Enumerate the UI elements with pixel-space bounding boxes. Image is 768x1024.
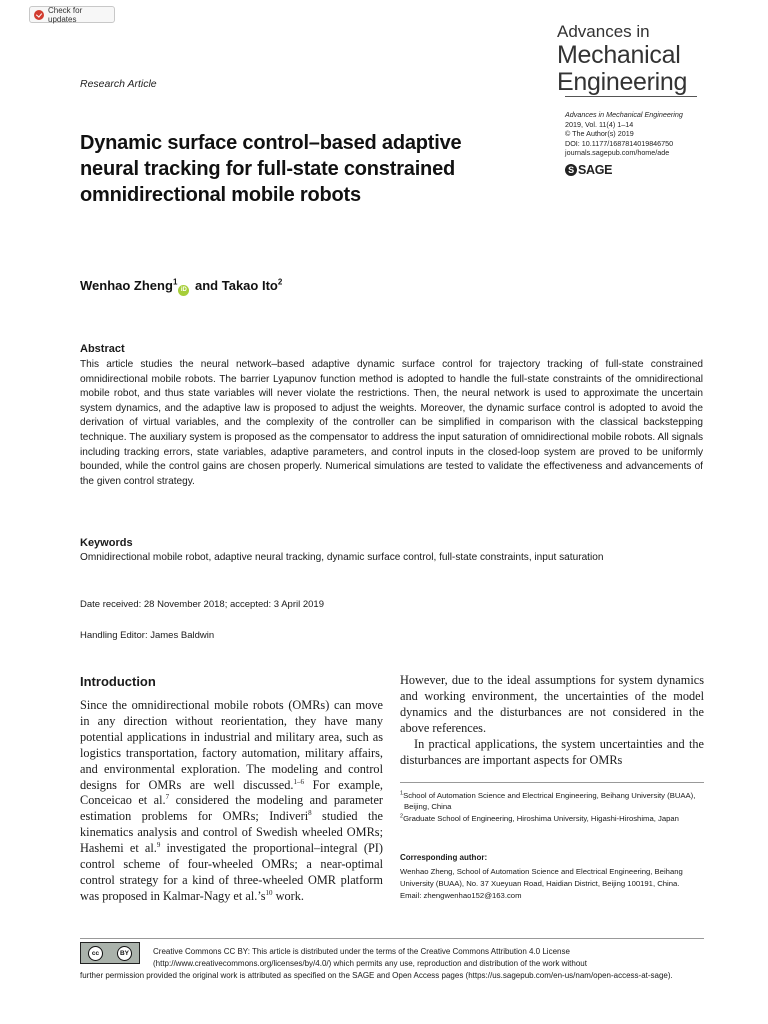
check-updates-icon	[34, 10, 44, 20]
affiliations-divider	[400, 782, 704, 783]
cc-by-badge[interactable]	[80, 942, 140, 964]
keywords-heading: Keywords	[80, 537, 133, 549]
intro-text-f: work.	[272, 888, 304, 903]
meta-copyright: © The Author(s) 2019	[565, 129, 634, 139]
license-text	[80, 946, 704, 983]
cc-icon: cc	[88, 946, 103, 961]
article-title: Dynamic surface control–based adaptive neural tracking for full-state constrained omnidirectional mobile robots	[80, 132, 462, 206]
corresponding-author-heading: Corresponding author:	[400, 853, 488, 862]
keywords-body: Omnidirectional mobile robot, adaptive neural tracking, dynamic surface control, full-state constraints, input saturation	[80, 552, 604, 563]
handling-editor: Handling Editor: James Baldwin	[80, 630, 215, 641]
article-type: Research Article	[80, 78, 157, 90]
check-for-updates-button[interactable]	[29, 6, 115, 23]
citation-10[interactable]: 10	[265, 888, 273, 897]
intro-col2-paragraph-1: However, due to the ideal assumptions for system dynamics and working environment, the uncertainties of the model dynamics and the disturbances are not considered in the above references.	[400, 673, 704, 735]
affiliation-1	[400, 790, 704, 812]
meta-volume: 2019, Vol. 11(4) 1–14	[565, 119, 634, 129]
introduction-column-1	[80, 698, 383, 905]
publisher-name: SAGE	[578, 163, 613, 177]
author-2-affiliation-mark: 2	[277, 277, 283, 287]
affiliation-2-text: Graduate School of Engineering, Hiroshima University, Higashi-Hiroshima, Japan	[403, 814, 679, 823]
intro-text-b: For example, Conceicao et al.	[80, 777, 383, 808]
by-icon: BY	[117, 946, 132, 961]
license-line-1: Creative Commons CC BY: This article is distributed under the terms of the Creative Commons Attribution 4.0 License	[153, 947, 570, 956]
abstract-heading: Abstract	[80, 343, 125, 355]
license-line-3[interactable]: further permission provided the original work is attributed as specified on the SAGE and Open Access pages (https://us.sagepub.com/en-us/nam/open-access-at-sage).	[80, 971, 673, 981]
sage-logo	[565, 163, 612, 177]
journal-meta	[565, 110, 735, 158]
affiliation-2	[400, 813, 704, 824]
affiliation-2-mark: 2	[400, 813, 404, 820]
corresponding-author-address: Wenhao Zheng, School of Automation Science and Electrical Engineering, Beihang University (BUAA), No. 37 Xueyuan Road, Haidian District, Beijing 100191, China.	[400, 867, 683, 888]
affiliation-1-mark: 1	[400, 790, 404, 797]
journal-masthead	[557, 22, 697, 96]
intro-col2-paragraph-2: In practical applications, the system uncertainties and the disturbances are important aspects for OMRs	[400, 736, 704, 767]
masthead-divider	[565, 96, 697, 97]
authors	[80, 278, 282, 296]
sage-s-icon: S	[565, 164, 577, 176]
citation-9[interactable]: 9	[156, 841, 161, 850]
license-divider	[80, 938, 704, 939]
journal-name-line3: Engineering	[557, 68, 688, 96]
introduction-column-2	[400, 673, 704, 768]
check-for-updates-label: Check for updates	[48, 5, 83, 24]
meta-journal: Advances in Mechanical Engineering	[565, 110, 683, 119]
meta-doi[interactable]: DOI: 10.1177/1687814019846750	[565, 138, 674, 148]
corresponding-author-details	[400, 866, 704, 902]
citation-1-6[interactable]: 1–6	[293, 777, 304, 786]
author-2[interactable]: and Takao Ito	[195, 278, 278, 293]
introduction-heading: Introduction	[80, 674, 156, 689]
affiliations	[400, 790, 704, 825]
meta-url[interactable]: journals.sagepub.com/home/ade	[565, 148, 670, 158]
author-1[interactable]: Wenhao Zheng	[80, 278, 173, 293]
corresponding-author-email[interactable]: Email: zhengwenhao152@163.com	[400, 891, 522, 900]
dates: Date received: 28 November 2018; accepted: 3 April 2019	[80, 599, 324, 610]
citation-8[interactable]: 8	[308, 809, 312, 818]
journal-name-line1: Advances in	[557, 22, 650, 41]
intro-text-e: investigated the proportional–integral (PI) control scheme of four-wheeled OMRs; a near-optimal control strategy for a kind of three-wheeled OMR platform was proposed in Kalmar-Nagy et al.’s	[80, 841, 384, 903]
citation-7[interactable]: 7	[165, 793, 170, 802]
abstract-body: This article studies the neural network–based adaptive dynamic surface control for trajectory tracking of full-state constrained omnidirectional mobile robots. The barrier Lyapunov function method is adopted to handle the full-state constraints of the omnidirectional mobile robot, and thus state variables will never violate the restrictions. Then, the neural network is used to approximate the uncertain system dynamics, and the adaptive law is proposed to adjust the weights. Moreover, the dynamic surface control is adopted to avoid the derivation of virtual variables, and the complexity of the controller can be simplified in comparison with the classical backstepping technique. The auxiliary system is proposed as the compensator to address the input saturation of omnidirectional mobile robots. All signals including tracking errors, state variables, adaptive parameters, and control inputs in the closed-loop system are proved to be uniformly bounded, while the control gains are chosen properly. Numerical simulations are tested to validate the effectiveness and advancements of the given control strategy.	[80, 359, 703, 487]
orcid-icon[interactable]: iD	[178, 285, 189, 296]
intro-text-c: considered the modeling and parameter estimation problems for OMRs; Indiveri	[80, 793, 384, 824]
intro-text-a: Since the omnidirectional mobile robots (OMRs) can move in any direction without reorientation, they have many potential applications in industrial and military area, such as logistics transportation, factory automation, military affairs, and environmental exploration. The modeling and control designs for OMRs are well discussed.	[80, 698, 383, 792]
license-line-2[interactable]: (http://www.creativecommons.org/licenses/by/4.0/) which permits any use, reproduction and distribution of the work without	[153, 959, 587, 969]
intro-text-d: studied the kinematics analysis and control of Swedish wheeled OMRs; Hashemi et al.	[80, 809, 383, 856]
author-1-affiliation-mark: 1	[172, 277, 178, 287]
affiliation-1-text: School of Automation Science and Electrical Engineering, Beihang University (BUAA), Beijing, China	[403, 791, 696, 811]
journal-name-line2: Mechanical	[557, 41, 681, 69]
